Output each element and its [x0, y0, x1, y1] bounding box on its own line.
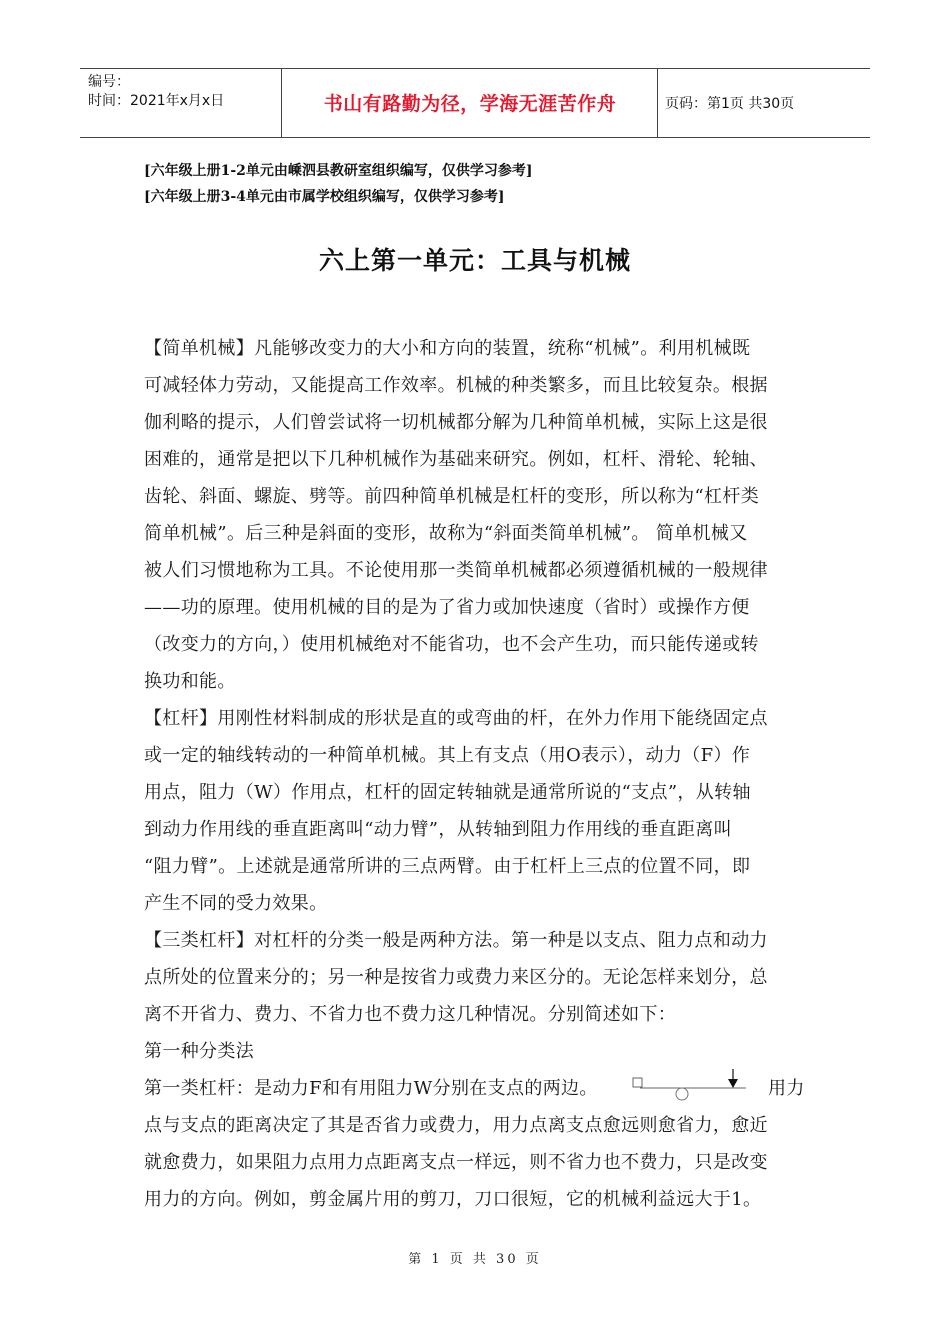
body-line-tail: 用力	[768, 1078, 805, 1099]
body-line: 伽利略的提示，人们曾尝试将一切机械都分解为几种简单机械，实际上这是很	[144, 412, 768, 433]
source-note: [六年级上册1-2单元由嵊泗县教研室组织编写，仅供学习参考]	[144, 163, 533, 179]
body-line: 【简单机械】凡能够改变力的大小和方向的装置，统称“机械”。利用机械既	[144, 338, 751, 359]
body-line: 简单机械”。后三种是斜面的变形，故称为“斜面类简单机械”。 简单机械又	[144, 523, 748, 544]
body-line: 离不开省力、费力、不省力也不费力这几种情况。分别简述如下：	[144, 1004, 677, 1025]
body-line: 或一定的轴线转动的一种简单机械。其上有支点（用O表示），动力（F）作	[144, 745, 751, 766]
body-line: 用力的方向。例如，剪金属片用的剪刀，刀口很短，它的机械利益远大于1。	[144, 1189, 762, 1210]
body-line: 齿轮、斜面、螺旋、劈等。前四种简单机械是杠杆的变形，所以称为“杠杆类	[144, 486, 760, 507]
header-divider	[657, 69, 658, 137]
header-divider	[281, 69, 282, 137]
body-line: 到动力作用线的垂直距离叫“动力臂”，从转轴到阻力作用线的垂直距离叫	[144, 819, 732, 840]
body-line: 第一类杠杆：是动力F和有用阻力W分别在支点的两边。	[144, 1078, 598, 1099]
lever-diagram	[630, 1069, 748, 1105]
body-line: 产生不同的受力效果。	[144, 893, 328, 914]
body-line: 【杠杆】用刚性材料制成的形状是直的或弯曲的杆，在外力作用下能绕固定点	[144, 708, 768, 729]
time-label: 时间：2021年x月x日	[88, 93, 225, 109]
document-header	[80, 68, 870, 138]
body-line: 用点，阻力（W）作用点，杠杆的固定转轴就是通常所说的“支点”，从转轴	[144, 782, 751, 803]
body-line: 就愈费力，如果阻力点用力点距离支点一样远，则不省力也不费力，只是改变	[144, 1152, 768, 1173]
body-line: 点所处的位置来分的；另一种是按省力或费力来区分的。无论怎样来划分，总	[144, 967, 768, 988]
page-footer: 第 1 页 共 30 页	[408, 1252, 542, 1267]
page-title: 六上第一单元：工具与机械	[318, 246, 631, 275]
body-line: “阻力臂”。上述就是通常所讲的三点两臂。由于杠杆上三点的位置不同，即	[144, 856, 751, 877]
body-line: 第一种分类法	[144, 1041, 255, 1062]
number-label: 编号：	[88, 74, 130, 90]
source-note: [六年级上册3-4单元由市属学校组织编写，仅供学习参考]	[144, 189, 505, 205]
body-line: 点与支点的距离决定了其是否省力或费力，用力点离支点愈远则愈省力，愈近	[144, 1115, 768, 1136]
body-line: 可减轻体力劳动，又能提高工作效率。机械的种类繁多，而且比较复杂。根据	[144, 375, 768, 396]
body-line: 被人们习惯地称为工具。不论使用那一类简单机械都必须遵循机械的一般规律	[144, 560, 768, 581]
header-motto: 书山有路勤为径，学海无涯苦作舟	[323, 93, 617, 115]
body-line: ——功的原理。使用机械的目的是为了省力或加快速度（省时）或操作方便	[144, 597, 750, 618]
body-line: （改变力的方向，）使用机械绝对不能省功，也不会产生功，而只能传递或转	[144, 634, 759, 655]
body-line: 换功和能。	[144, 671, 236, 692]
header-page-info: 页码：第1页 共30页	[665, 96, 795, 112]
header-meta	[88, 73, 278, 111]
body-line: 【三类杠杆】对杠杆的分类一般是两种方法。第一种是以支点、阻力点和动力	[144, 930, 768, 951]
body-line: 困难的，通常是把以下几种机械作为基础来研究。例如，杠杆、滑轮、轮轴、	[144, 449, 768, 470]
